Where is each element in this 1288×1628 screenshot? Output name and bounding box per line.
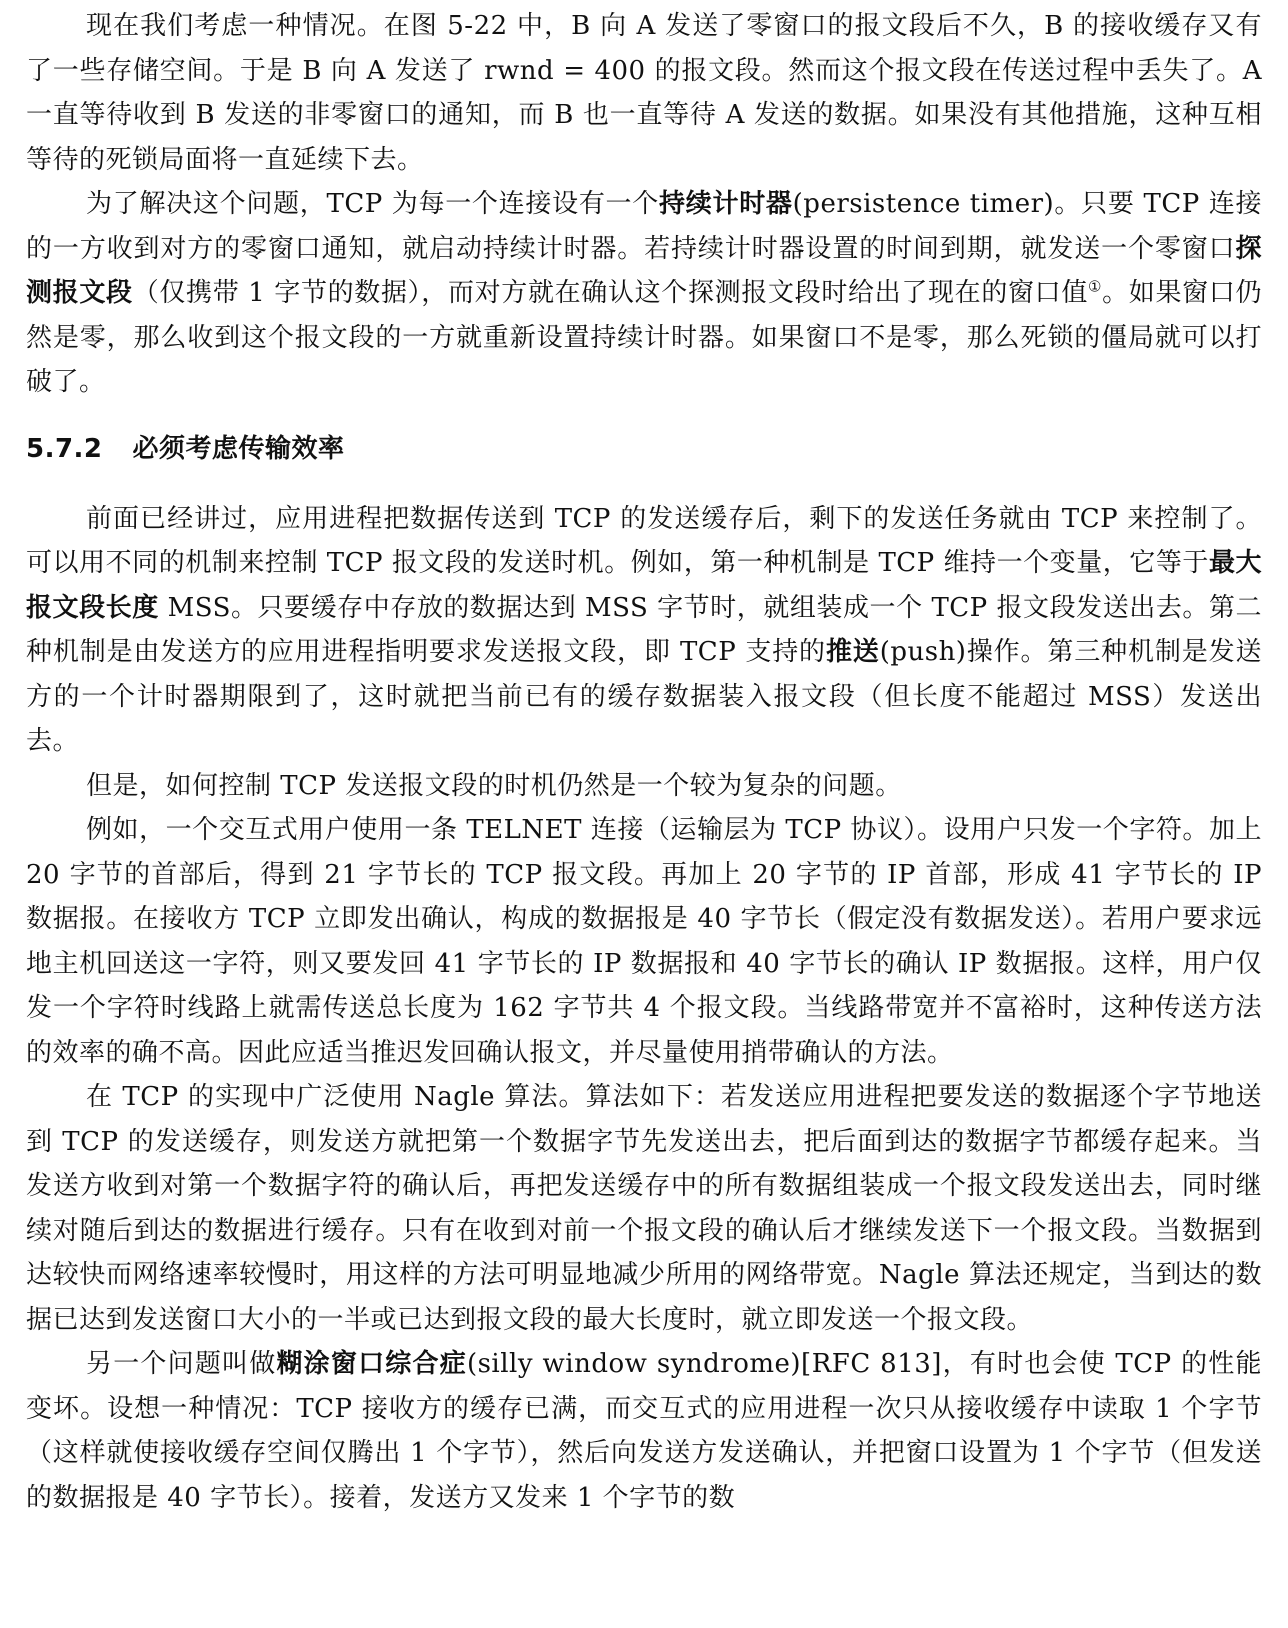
section-heading [26, 427, 1262, 471]
text-run: (persistence timer)。只要 TCP 连接的一方收到对方的零窗口通知，就启动持续计时器。若持续计时器设置的时间到期，就发送一个零窗口 [26, 189, 1262, 264]
text-run: (silly window syndrome)[RFC 813]，有时也会使 TCP 的性能变坏。设想一种情况：TCP 接收方的缓存已满，而交互式的应用进程一次只从接收缓存中读取 1 个字节（这样就使接收缓存空间仅腾出 1 个字节），然后向发送方发送确认，并把窗口设置为 1 个字节（但发送的数据报是 40 字节长）。接着，发送方又发来 1 个字节的数 [26, 1349, 1262, 1513]
text-run: (push)操作。第三种机制是发送方的一个计时器期限到了，这时就把当前已有的缓存数据装入报文段（但长度不能超过 MSS）发送出去。 [26, 637, 1262, 756]
section-title: 必须考虑传输效率 [132, 433, 345, 464]
paragraph-p5 [26, 808, 1262, 1075]
text-run: 前面已经讲过，应用进程把数据传送到 TCP 的发送缓存后，剩下的发送任务就由 TCP 来控制了。可以用不同的机制来控制 TCP 报文段的发送时机。例如，第一种机制是 TCP 维持一个变量，它等于 [26, 503, 1262, 578]
text-run: 但是，如何控制 TCP 发送报文段的时机仍然是一个较为复杂的问题。 [86, 770, 902, 801]
paragraphs-top [26, 4, 1262, 405]
paragraph-p4 [26, 764, 1262, 809]
text-run: 例如，一个交互式用户使用一条 TELNET 连接（运输层为 TCP 协议）。设用户只发一个字符。加上 20 字节的首部后，得到 21 字节长的 TCP 报文段。再加上 20 字节的 IP 首部，形成 41 字节长的 IP 数据报。在接收方 TCP 立即发出确认，构成的数据报是 40 字节长（假定没有数据发送）。若用户要求远地主机回送这一字符，则又要发回 41 字节长的 IP 数据报和 40 字节长的确认 IP 数据报。这样，用户仅发一个字符时线路上就需传送总长度为 162 字节共 4 个报文段。当线路带宽并不富裕时，这种传送方法的效率的确不高。因此应适当推迟发回确认报文，并尽量使用捎带确认的方法。 [26, 815, 1262, 1068]
bold-term: 最大报文段长度 [26, 548, 1262, 623]
text-run: 在 TCP 的实现中广泛使用 Nagle 算法。算法如下：若发送应用进程把要发送的数据逐个字节地送到 TCP 的发送缓存，则发送方就把第一个数据字节先发送出去，把后面到达的数据字节都缓存起来。当发送方收到对第一个数据字符的确认后，再把发送缓存中的所有数据组装成一个报文段发送出去，同时继续对随后到达的数据进行缓存。只有在收到对前一个报文段的确认后才继续发送下一个报文段。当数据到达较快而网络速率较慢时，用这样的方法可明显地减少所用的网络带宽。Nagle 算法还规定，当到达的数据已达到发送窗口大小的一半或已达到报文段的最大长度时，就立即发送一个报文段。 [26, 1082, 1262, 1335]
text-run: 。如果窗口仍然是零，那么收到这个报文段的一方就重新设置持续计时器。如果窗口不是零，那么死锁的僵局就可以打破了。 [26, 278, 1262, 397]
text-run: MSS。只要缓存中存放的数据达到 MSS 字节时，就组装成一个 TCP 报文段发送出去。第二种机制是由发送方的应用进程指明要求发送报文段，即 TCP 支持的 [26, 592, 1262, 667]
paragraph-p6 [26, 1075, 1262, 1342]
paragraph-p3 [26, 497, 1262, 764]
paragraphs-bottom [26, 497, 1262, 1521]
document-page [26, 4, 1262, 1520]
paragraph-p1 [26, 4, 1262, 182]
footnote-marker: ① [1088, 277, 1103, 296]
section-number: 5.7.2 [26, 433, 103, 464]
text-run: （仅携带 1 字节的数据），而对方就在确认这个探测报文段时给出了现在的窗口值 [132, 278, 1089, 308]
text-run: 另一个问题叫做 [86, 1349, 277, 1379]
text-run: 为了解决这个问题，TCP 为每一个连接设有一个 [86, 189, 660, 219]
bold-term: 持续计时器 [659, 189, 793, 219]
bold-term: 糊涂窗口综合症 [276, 1349, 467, 1379]
paragraph-p2 [26, 182, 1262, 405]
bold-term: 探测报文段 [26, 233, 1262, 308]
text-run: 现在我们考虑一种情况。在图 5-22 中，B 向 A 发送了零窗口的报文段后不久，B 的接收缓存又有了一些存储空间。于是 B 向 A 发送了 rwnd = 400 的报文段。然而这个报文段在传送过程中丢失了。A 一直等待收到 B 发送的非零窗口的通知，而 B 也一直等待 A 发送的数据。如果没有其他措施，这种互相等待的死锁局面将一直延续下去。 [26, 11, 1262, 175]
bold-term: 推送 [825, 637, 880, 667]
paragraph-p7 [26, 1342, 1262, 1520]
